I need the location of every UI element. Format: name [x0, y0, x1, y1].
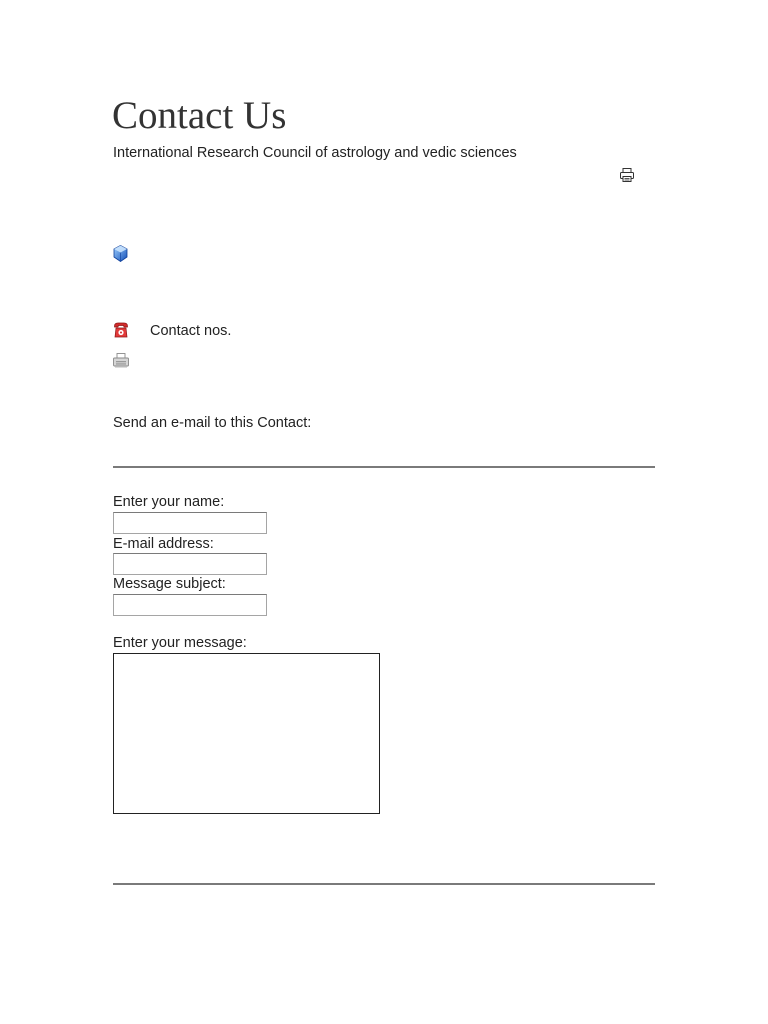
name-label: Enter your name: [113, 494, 225, 510]
phone-icon [112, 321, 130, 339]
address-icon [112, 244, 129, 263]
email-form-heading: Send an e-mail to this Contact: [113, 415, 312, 431]
organization-name: International Research Council of astrology and vedic sciences [113, 145, 517, 161]
fax-icon [112, 352, 130, 369]
subject-label: Message subject: [113, 576, 226, 592]
name-input[interactable] [113, 512, 267, 534]
message-textarea[interactable] [113, 653, 380, 814]
email-input[interactable] [113, 553, 267, 575]
subject-input[interactable] [113, 594, 267, 616]
page-title: Contact Us [112, 94, 287, 137]
print-button[interactable] [618, 166, 636, 184]
divider-bottom [113, 883, 655, 885]
telephone-label: Contact nos. [150, 323, 232, 339]
email-label: E-mail address: [113, 536, 214, 552]
message-label: Enter your message: [113, 635, 247, 651]
divider-top [113, 466, 655, 468]
printer-icon [618, 166, 636, 184]
